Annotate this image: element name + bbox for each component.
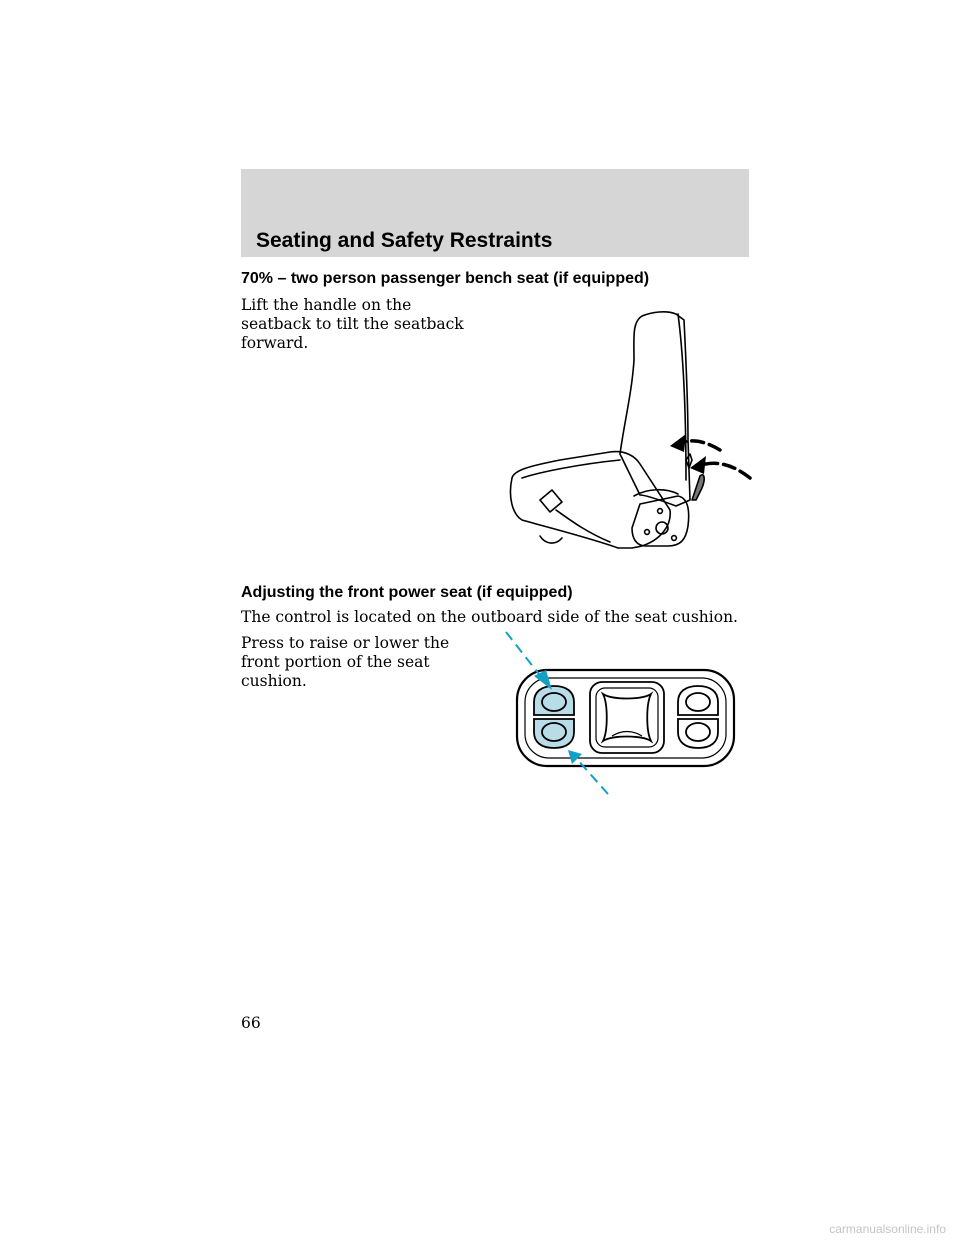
section-title: Seating and Safety Restraints	[256, 229, 553, 252]
power-seat-control-illustration	[500, 626, 750, 798]
pointer-arrowheads	[534, 670, 582, 764]
cushion-rear-switch	[678, 686, 718, 748]
bench-seat-instruction: Lift the handle on the seatback to tilt the seatback forward.	[241, 296, 464, 352]
page-number: 66	[241, 1014, 261, 1032]
cushion-front-switch	[534, 686, 574, 748]
power-seat-heading: Adjusting the front power seat (if equipped)	[241, 584, 573, 601]
seat-position-switch	[590, 682, 664, 753]
seatbelt-buckle	[540, 490, 562, 512]
seatback	[620, 312, 690, 506]
watermark-text: carmanualsonline.info	[829, 1222, 946, 1236]
power-seat-location-text: The control is located on the outboard side of the seat cushion.	[241, 608, 738, 626]
bench-seat-heading: 70% – two person passenger bench seat (if equipped)	[241, 270, 650, 287]
seat-tilt-illustration	[500, 300, 770, 560]
power-seat-instruction: Press to raise or lower the front portion of the seat cushion.	[241, 634, 450, 690]
